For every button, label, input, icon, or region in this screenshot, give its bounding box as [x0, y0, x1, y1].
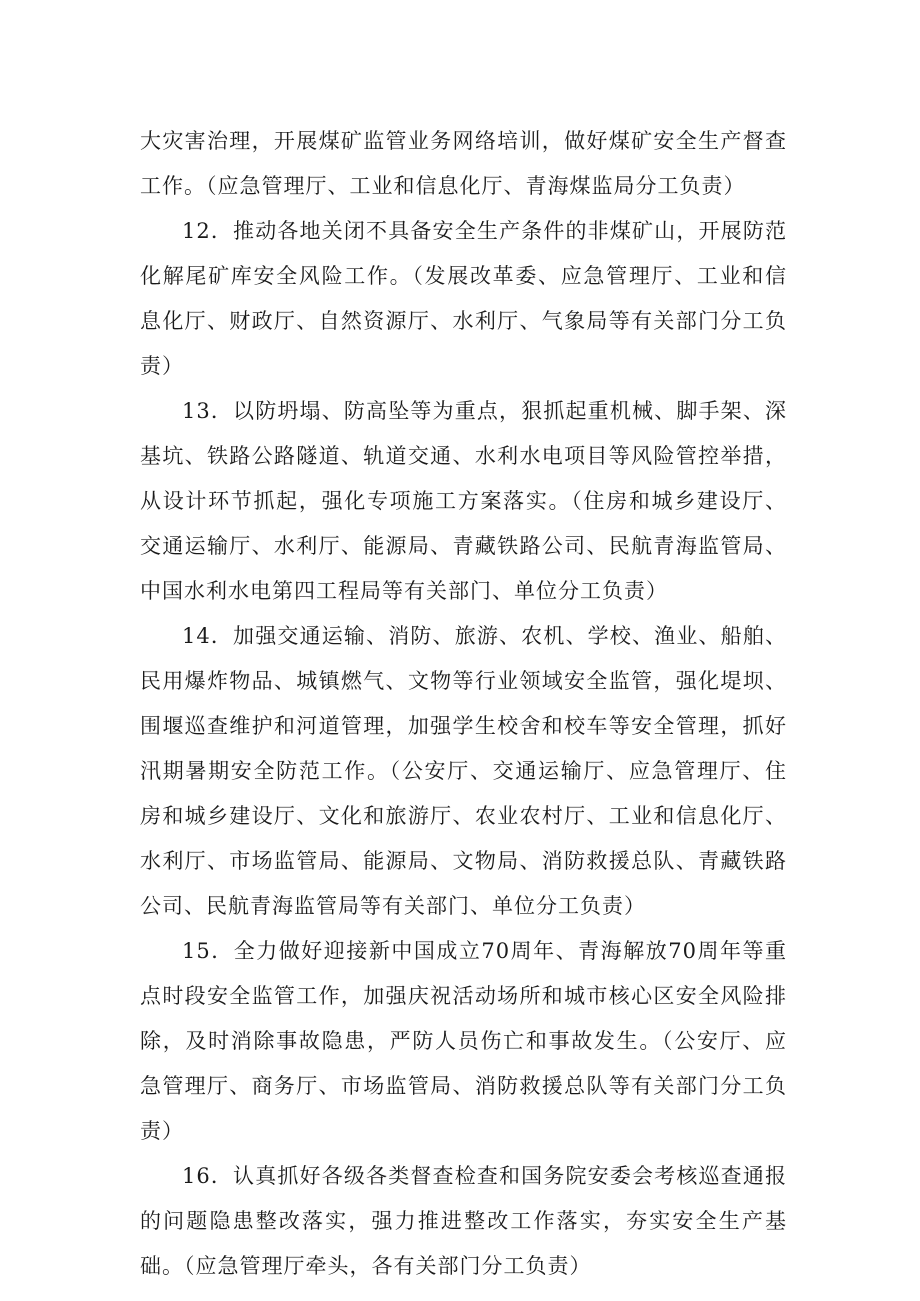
paragraph-continuation: 大灾害治理，开展煤矿监管业务网络培训，做好煤矿安全生产督查工作。（应急管理厅、工业和信息化厅、青海煤监局分工负责）: [140, 129, 787, 198]
paragraph-item-15: 15．全力做好迎接新中国成立70周年、青海解放70周年等重点时段安全监管工作，加强庆祝活动场所和城市核心区安全风险排除，及时消除事故隐患，严防人员伤亡和事故发生。（公安厅、应急管理厅、商务厅、市场监管局、消防救援总队等有关部门分工负责）: [140, 939, 787, 1143]
paragraph-item-14: 14．加强交通运输、消防、旅游、农机、学校、渔业、船舶、民用爆炸物品、城镇燃气、文物等行业领域安全监管，强化堤坝、围堰巡查维护和河道管理，加强学生校舍和校车等安全管理，抓好汛期暑期安全防范工作。（公安厅、交通运输厅、应急管理厅、住房和城乡建设厅、文化和旅游厅、农业农村厅、工业和信息化厅、水利厅、市场监管局、能源局、文物局、消防救援总队、青藏铁路公司、民航青海监管局等有关部门、单位分工负责）: [140, 624, 787, 918]
paragraph-item-16: 16．认真抓好各级各类督查检查和国务院安委会考核巡查通报的问题隐患整改落实，强力推进整改工作落实，夯实安全生产基础。（应急管理厅牵头，各有关部门分工负责）: [140, 1164, 787, 1278]
document-page: [140, 119, 787, 1289]
paragraph-item-12: 12．推动各地关闭不具备安全生产条件的非煤矿山，开展防范化解尾矿库安全风险工作。（发展改革委、应急管理厅、工业和信息化厅、财政厅、自然资源厅、水利厅、气象局等有关部门分工负责）: [140, 219, 787, 378]
paragraph-item-13: 13．以防坍塌、防高坠等为重点，狠抓起重机械、脚手架、深基坑、铁路公路隧道、轨道交通、水利水电项目等风险管控举措，从设计环节抓起，强化专项施工方案落实。（住房和城乡建设厅、交通运输厅、水利厅、能源局、青藏铁路公司、民航青海监管局、中国水利水电第四工程局等有关部门、单位分工负责）: [140, 399, 787, 603]
